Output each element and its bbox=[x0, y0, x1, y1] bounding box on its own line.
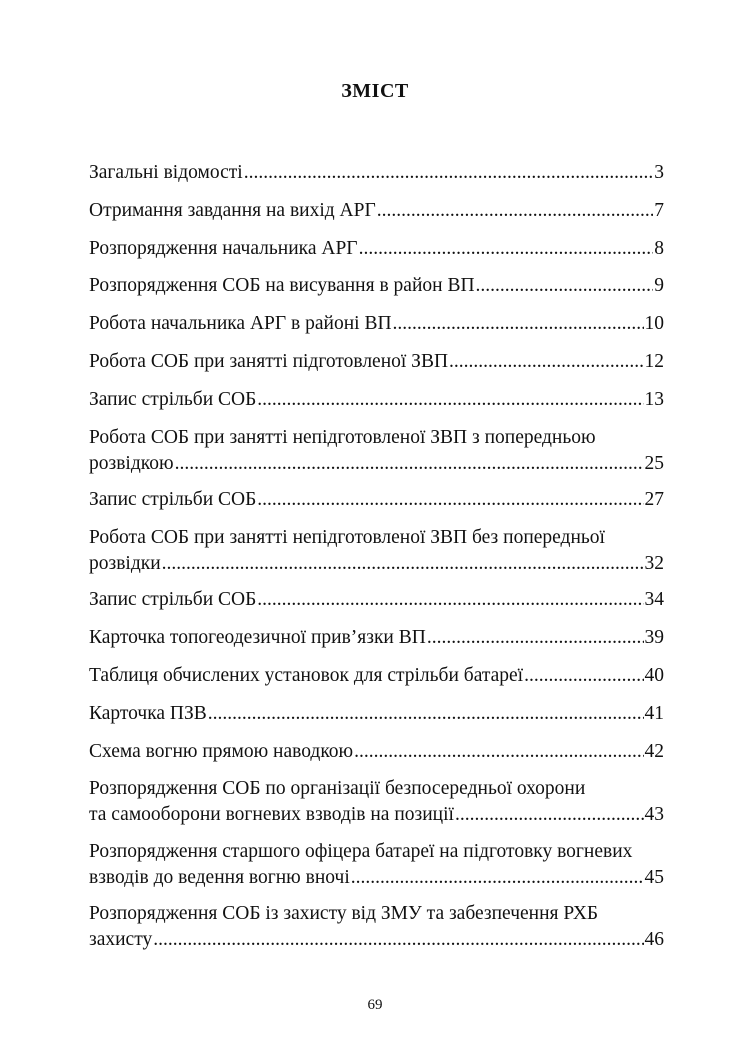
toc-entry bbox=[89, 160, 664, 186]
toc-entry bbox=[89, 198, 664, 224]
toc-entry bbox=[89, 525, 664, 577]
dot-leader bbox=[208, 701, 644, 727]
table-of-contents bbox=[89, 160, 664, 964]
toc-entry-line bbox=[89, 625, 664, 651]
toc-entry-page: 3 bbox=[654, 162, 664, 183]
toc-entry-page: 9 bbox=[654, 275, 664, 297]
toc-entry-line bbox=[89, 236, 664, 262]
toc-entry-title-line: Робота СОБ при занятті непідготовленої ЗВП з попередньою bbox=[89, 426, 596, 448]
dot-leader bbox=[257, 587, 643, 613]
toc-entry-line bbox=[89, 198, 664, 224]
toc-entry-page: 7 bbox=[654, 199, 664, 221]
toc-entry bbox=[89, 236, 664, 262]
toc-entry-page: 27 bbox=[644, 489, 664, 511]
dot-leader bbox=[351, 865, 644, 891]
dot-leader bbox=[257, 387, 643, 413]
toc-entry-page: 34 bbox=[644, 589, 664, 611]
toc-entry-title: Карточка топогеодезичної прив’язки ВП bbox=[89, 627, 426, 649]
toc-entry bbox=[89, 901, 664, 953]
toc-entry-page: 25 bbox=[644, 452, 664, 474]
toc-entry-title-line: Розпорядження старшого офіцера батареї на підготовку вогневих bbox=[89, 840, 633, 862]
toc-entry-line bbox=[89, 802, 664, 828]
toc-entry-line bbox=[89, 451, 664, 477]
dot-leader bbox=[455, 802, 644, 828]
dot-leader bbox=[162, 551, 644, 577]
toc-entry bbox=[89, 387, 664, 413]
toc-entry-page: 8 bbox=[654, 237, 664, 259]
toc-entry-title: Розпорядження СОБ на висування в район ВП bbox=[89, 275, 475, 297]
toc-entry-page: 12 bbox=[644, 350, 664, 372]
toc-entry-title: Запис стрільби СОБ bbox=[89, 489, 257, 511]
toc-entry-page: 41 bbox=[644, 702, 664, 724]
toc-entry bbox=[89, 663, 664, 689]
toc-entry-title: Карточка ПЗВ bbox=[89, 702, 207, 724]
toc-entry-title: Робота СОБ при занятті підготовленої ЗВП bbox=[89, 350, 449, 372]
toc-entry-title: Схема вогню прямою наводкою bbox=[89, 740, 354, 762]
page-number: 69 bbox=[367, 997, 383, 1013]
toc-entry-page: 46 bbox=[644, 929, 664, 951]
toc-entry-line bbox=[89, 273, 664, 299]
dot-leader bbox=[393, 311, 644, 337]
toc-entry-title: Запис стрільби СОБ bbox=[89, 589, 257, 611]
toc-entry-page: 10 bbox=[644, 313, 664, 335]
dot-leader bbox=[359, 236, 654, 262]
toc-entry-page: 40 bbox=[644, 664, 664, 686]
toc-entry-line bbox=[89, 487, 664, 513]
toc-entry bbox=[89, 311, 664, 337]
toc-entry-title: взводів до ведення вогню вночі bbox=[89, 866, 350, 888]
toc-entry-line bbox=[89, 701, 664, 727]
toc-entry bbox=[89, 273, 664, 299]
toc-entry-line bbox=[89, 387, 664, 413]
toc-entry-title: Запис стрільби СОБ bbox=[89, 388, 257, 410]
dot-leader bbox=[257, 487, 643, 513]
toc-entry-title: розвідки bbox=[89, 552, 161, 574]
dot-leader bbox=[524, 663, 643, 689]
toc-entry-title: Робота начальника АРГ в районі ВП bbox=[89, 313, 392, 335]
toc-entry-page: 42 bbox=[644, 740, 664, 762]
toc-entry-title: розвідкою bbox=[89, 452, 174, 474]
toc-entry-title: Загальні відомості bbox=[89, 162, 243, 183]
toc-entry-title: захисту bbox=[89, 929, 153, 951]
toc-entry-line bbox=[89, 663, 664, 689]
dot-leader bbox=[449, 349, 643, 375]
toc-entry-title: Таблиця обчислених установок для стрільби батареї bbox=[89, 664, 524, 686]
toc-entry-title: Розпорядження начальника АРГ bbox=[89, 237, 358, 259]
toc-entry bbox=[89, 776, 664, 828]
toc-entry bbox=[89, 349, 664, 375]
toc-entry bbox=[89, 587, 664, 613]
toc-entry-line bbox=[89, 551, 664, 577]
toc-entry-line bbox=[89, 739, 664, 765]
toc-entry bbox=[89, 701, 664, 727]
toc-entry-page: 39 bbox=[644, 627, 664, 649]
dot-leader bbox=[377, 198, 654, 224]
toc-entry-page: 43 bbox=[644, 804, 664, 826]
toc-entry-title-line: Розпорядження СОБ із захисту від ЗМУ та забезпечення РХБ bbox=[89, 903, 599, 925]
dot-leader bbox=[476, 273, 654, 299]
toc-entry-line bbox=[89, 927, 664, 953]
toc-entry-line bbox=[89, 349, 664, 375]
toc-entry-line bbox=[89, 865, 664, 891]
toc-entry-page: 13 bbox=[644, 388, 664, 410]
dot-leader bbox=[354, 739, 643, 765]
toc-entry bbox=[89, 625, 664, 651]
toc-entry-line bbox=[89, 587, 664, 613]
toc-entry-title-line: Розпорядження СОБ по організації безпосередньої охорони bbox=[89, 778, 586, 800]
toc-entry bbox=[89, 425, 664, 477]
toc-entry-page: 45 bbox=[644, 866, 664, 888]
toc-entry-title-line: Робота СОБ при занятті непідготовленої ЗВП без попередньої bbox=[89, 526, 605, 548]
toc-entry bbox=[89, 739, 664, 765]
toc-entry-line bbox=[89, 311, 664, 337]
toc-entry bbox=[89, 839, 664, 891]
dot-leader bbox=[427, 625, 644, 651]
toc-entry-title: та самооборони вогневих взводів на позиції bbox=[89, 804, 454, 826]
toc-entry-page: 32 bbox=[644, 552, 664, 574]
toc-entry-title: Отримання завдання на вихід АРГ bbox=[89, 199, 376, 221]
dot-leader bbox=[153, 927, 643, 953]
dot-leader bbox=[175, 451, 644, 477]
toc-entry bbox=[89, 487, 664, 513]
toc-entry-line bbox=[89, 160, 664, 186]
page-title: ЗМІСТ bbox=[341, 80, 409, 102]
dot-leader bbox=[244, 160, 654, 186]
